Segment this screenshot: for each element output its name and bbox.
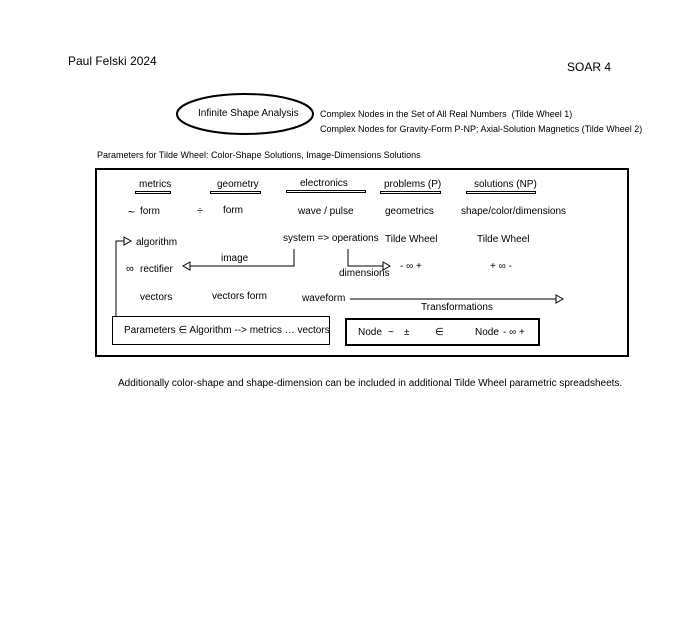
col-geometry: geometry — [217, 179, 259, 190]
infinity-symbol: ∞ — [126, 263, 134, 275]
image-label: image — [221, 253, 249, 264]
note-line-2: Complex Nodes for Gravity-Form P-NP; Axial-Solution Magnetics (Tilde Wheel 2) — [320, 124, 643, 134]
tilde-symbol: ~ — [128, 205, 136, 219]
node-box-element-of: ∈ — [435, 327, 444, 338]
note-line-1-suffix: (Tilde Wheel 1) — [511, 109, 573, 119]
col-solutions: solutions (NP) — [474, 179, 537, 190]
dimensions-arrow — [348, 249, 383, 266]
note-line-1-text: Complex Nodes in the Set of All Real Numbers — [320, 109, 507, 119]
divide-symbol: ÷ — [197, 205, 204, 217]
p-sign-label: - ∞ + — [400, 261, 422, 272]
parameters-box — [112, 316, 330, 345]
rectifier-label: rectifier — [140, 264, 173, 275]
node-box-sign: - ∞ + — [503, 327, 525, 338]
note-line-1 — [320, 110, 572, 119]
col-metrics: metrics — [139, 179, 172, 190]
node-box-plus-minus: ± — [404, 327, 410, 338]
vectors-label: vectors — [140, 292, 173, 303]
parameters-box-text: Parameters ∈ Algorithm --> metrics … vectors — [124, 325, 330, 336]
np-sign-label: + ∞ - — [490, 261, 512, 272]
col-problems-underline — [380, 191, 441, 194]
shape-color-dimensions: shape/color/dimensions — [461, 206, 567, 217]
vectors-form-label: vectors form — [212, 291, 268, 302]
system-operations: system => operations — [283, 233, 379, 244]
col-solutions-underline — [466, 191, 536, 194]
params-caption: Parameters for Tilde Wheel: Color-Shape Solutions, Image-Dimensions Solutions — [97, 150, 421, 160]
metrics-form: form — [140, 206, 160, 217]
dimensions-label: dimensions — [339, 268, 390, 279]
col-metrics-underline — [135, 191, 171, 194]
col-problems: problems (P) — [384, 179, 442, 190]
footer-note: Additionally color-shape and shape-dimension can be included in additional Tilde Wheel parametric spreadsheets. — [118, 378, 623, 389]
geometry-form: form — [223, 205, 243, 216]
wave-pulse: wave / pulse — [298, 206, 354, 217]
col-geometry-underline — [210, 191, 261, 194]
col-electronics: electronics — [300, 178, 348, 189]
waveform-label: waveform — [302, 293, 346, 304]
node-box-tilde: ~ — [388, 327, 394, 338]
node-box-node-1: Node — [358, 327, 382, 338]
tilde-wheel-p: Tilde Wheel — [385, 234, 438, 245]
ellipse-label: Infinite Shape Analysis — [198, 108, 299, 119]
author-label: Paul Felski 2024 — [68, 54, 157, 68]
tilde-wheel-np: Tilde Wheel — [477, 234, 530, 245]
node-box — [345, 318, 540, 346]
algorithm-arrow — [116, 241, 124, 316]
algorithm-label: algorithm — [136, 237, 178, 248]
geometrics: geometrics — [385, 206, 434, 217]
soar-tag: SOAR 4 — [567, 60, 612, 74]
node-box-node-2: Node — [475, 327, 499, 338]
transformations-label: Transformations — [421, 302, 493, 313]
col-electronics-underline — [286, 190, 366, 193]
